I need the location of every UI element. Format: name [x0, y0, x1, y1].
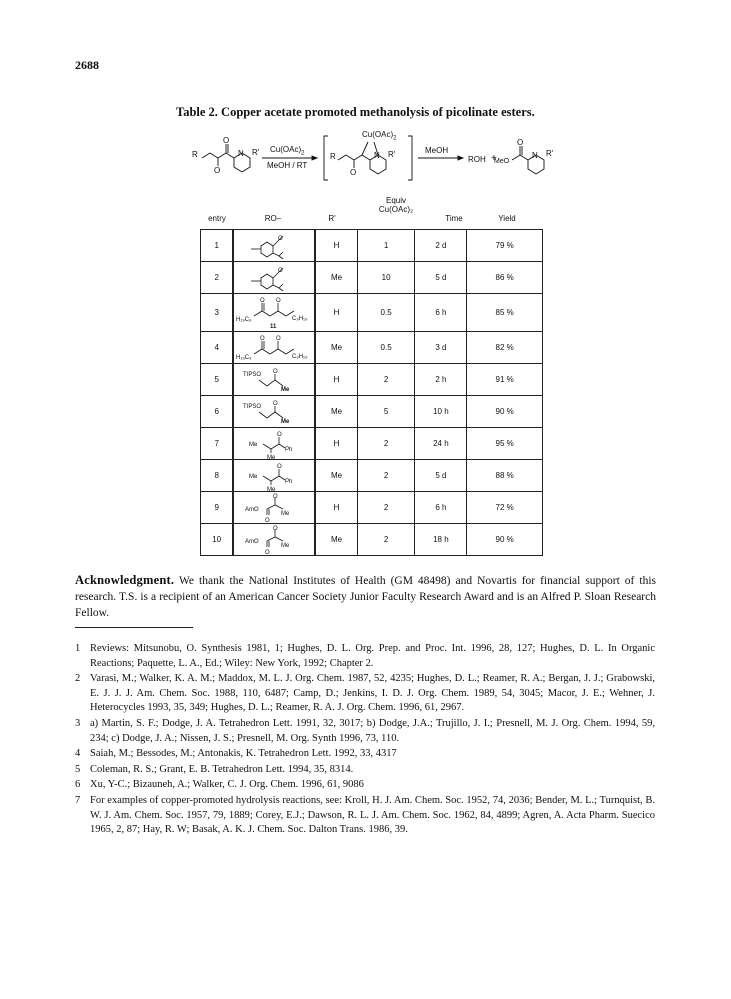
reference-number: 5: [75, 763, 81, 775]
cell-entry: 2: [201, 262, 234, 294]
cell-r-prime: Me: [315, 524, 357, 556]
reference-item: [75, 672, 655, 716]
cell-structure: [233, 294, 315, 332]
cell-structure: [233, 492, 315, 524]
menthyl-structure: [239, 232, 309, 260]
lactate-structure: [239, 493, 309, 523]
table-row: [201, 428, 543, 460]
ph-label: Ph: [285, 446, 293, 453]
cell-structure: [233, 230, 315, 262]
carbonyl-o-label: O: [265, 517, 271, 523]
tipso-structure: [239, 398, 309, 426]
acknowledgment-text: We thank the National Institutes of Health (GM 48498) and Novartis for financial support of this research. T.S. is a recipient of an American Cancer Society Junior Faculty Research Award and is an Alfred P. Sloan Research Fellow.: [75, 575, 656, 619]
reference-number: 3: [75, 717, 81, 729]
h19c9-label: H₁₉C₉: [236, 316, 252, 323]
cell-equiv: 10: [357, 262, 415, 294]
cell-yield: 72 %: [467, 492, 543, 524]
complex-r-prime: R': [388, 150, 396, 159]
cell-equiv: 2: [357, 524, 415, 556]
cell-yield: 90 %: [467, 396, 543, 428]
cell-yield: 95 %: [467, 428, 543, 460]
header-yield: Yield: [498, 214, 516, 223]
scheme-n-label: N: [238, 149, 244, 158]
results-table: [200, 229, 543, 556]
me-label: Me: [281, 510, 290, 517]
cell-yield: 79 %: [467, 230, 543, 262]
me-label: Me: [281, 386, 290, 393]
cell-equiv: 1: [357, 230, 415, 262]
header-equiv: Equiv Cu(OAc)₂: [378, 196, 414, 214]
cell-structure: [233, 460, 315, 492]
cell-r-prime: H: [315, 428, 357, 460]
cell-entry: 6: [201, 396, 234, 428]
reference-item: [75, 794, 655, 838]
cell-yield: 90 %: [467, 524, 543, 556]
ketone-o-label: O: [260, 297, 266, 304]
cell-r-prime: Me: [315, 262, 357, 294]
cell-time: 3 d: [415, 332, 467, 364]
reference-number: 2: [75, 673, 81, 685]
table-row: [201, 364, 543, 396]
reference-number: 1: [75, 643, 81, 654]
c9h19-label: C₉H₁₉: [292, 353, 308, 360]
cell-time: 5 d: [415, 460, 467, 492]
ph-label: Ph: [285, 478, 293, 485]
reference-text: Reviews: Mitsunobu, O. Synthesis 1981, 1; Hughes, D. L. Org. Prep. and Proc. Int. 1996, 28, 127; Hughes, D. L. In Organic Reactions; Paquette, L. A., Ed.; Wiley: New York, 1992; Chapter 2.: [90, 643, 655, 669]
h19c9-label: H₁₉C₉: [236, 354, 252, 361]
product-roh: ROH: [468, 155, 486, 164]
scheme-r-label: R: [192, 150, 198, 159]
scheme-o-label: O: [214, 166, 221, 175]
me-label: Me: [249, 473, 258, 480]
plus-sign: +: [491, 153, 497, 164]
tipso-label: TIPSO: [243, 371, 262, 378]
reagent-2: MeOH: [425, 146, 449, 155]
cell-entry: 4: [201, 332, 234, 364]
cell-equiv: 2: [357, 364, 415, 396]
cell-entry: 10: [201, 524, 234, 556]
cell-structure: [233, 364, 315, 396]
complex-o-label: O: [350, 168, 357, 177]
product-carbonyl-o: O: [517, 138, 524, 147]
cell-time: 6 h: [415, 294, 467, 332]
ether-o-label: O: [276, 335, 282, 342]
scheme-carbonyl-o: O: [223, 136, 230, 145]
acknowledgment-paragraph: [75, 572, 656, 621]
cell-yield: 86 %: [467, 262, 543, 294]
cell-equiv: 2: [357, 428, 415, 460]
cell-entry: 1: [201, 230, 234, 262]
complex-label: $Cu(OAc)_2$: [362, 130, 397, 142]
complex-r-label: R: [330, 152, 336, 161]
table-title: Table 2. Copper acetate promoted methanolysis of picolinate esters.: [176, 105, 535, 119]
reagent-1-bottom: MeOH / RT: [267, 161, 308, 170]
cell-r-prime: Me: [315, 332, 357, 364]
cell-structure: [233, 396, 315, 428]
carbonyl-o-label: O: [265, 549, 271, 555]
cell-equiv: 2: [357, 460, 415, 492]
reference-text: Xu, Y-C.; Bizauneh, A.; Walker, C. J. Org. Chem. 1996, 61, 9086: [90, 779, 364, 791]
cell-r-prime: H: [315, 294, 357, 332]
cell-time: 24 h: [415, 428, 467, 460]
complex-n-label: N: [374, 151, 380, 160]
cell-yield: 91 %: [467, 364, 543, 396]
header-entry: entry: [208, 214, 226, 223]
me-bottom-label: Me: [267, 486, 276, 491]
reference-text: Saiah, M.; Bessodes, M.; Antonakis, K. Tetrahedron Lett. 1992, 33, 4317: [90, 748, 397, 760]
cell-entry: 3: [201, 294, 234, 332]
footnote-rule: [75, 627, 193, 628]
cell-time: 2 d: [415, 230, 467, 262]
cell-yield: 82 %: [467, 332, 543, 364]
references-list: [75, 642, 655, 839]
acknowledgment-label: Acknowledgment.: [75, 573, 175, 587]
reference-item: [75, 778, 655, 793]
ether-o-label: O: [273, 525, 279, 532]
c9h19-label: C₉H₁₉: [292, 315, 308, 322]
reference-text: Varasi, M.; Walker, K. A. M.; Maddox, M. L. J. Org. Chem. 1987, 52, 4235; Hughes, D. L.; Reamer, R. A.; Bergan, J. J.; Grabowski, E. J. J. J. Am. Chem. Soc. 1988, 110, 6487; Camp, D.; Jenkins, I. D. J. Org. Chem. 1989, 54, 3045; Macor, J. E.; Wehner, J. Heterocycles 1993, 35, 349; Hughes, D. L.; Reamer, R. A. J. Org. Chem. 1996, 61, 2967.: [90, 673, 655, 714]
cell-entry: 8: [201, 460, 234, 492]
lactate-structure: [239, 525, 309, 555]
ether-o-label: O: [277, 431, 283, 438]
menthyl-o-label: O: [278, 267, 284, 274]
ether-o-label: O: [276, 297, 282, 304]
menthyl-o-label: O: [278, 235, 284, 242]
reference-text: For examples of copper-promoted hydrolysis reactions, see: Kroll, H. J. Am. Chem. Soc. 1952, 74, 2036; Bender, M. L.; Turnquist, B. W. J. Am. Chem. Soc. 1957, 79, 1889; Corey, E.J.; Dawson, R. L. J. Am. Chem. Soc. 1962, 84, 4899; Agren, A. Acta Pharm. Suecico 1965, 2, 87; Hay, R. W; Basak, A. K. J. Chem. Soc. Dalton Trans. 1986, 39.: [90, 794, 655, 836]
me-label: Me: [281, 418, 290, 425]
phenylpropyl-structure: [239, 429, 309, 459]
cell-r-prime: Me: [315, 460, 357, 492]
ketone-o-label: O: [260, 335, 266, 342]
tipso-structure: [239, 366, 309, 394]
cell-r-prime: Me: [315, 396, 357, 428]
cell-structure: [233, 262, 315, 294]
reference-item: [75, 717, 655, 746]
me-label: Me: [249, 441, 258, 448]
table-row: [201, 460, 543, 492]
reagent-1-top: $Cu(OAc)_2$: [270, 145, 305, 157]
table-row: [201, 262, 543, 294]
reference-item: [75, 747, 655, 762]
cell-time: 2 h: [415, 364, 467, 396]
cell-entry: 7: [201, 428, 234, 460]
compound-number: 11: [270, 323, 277, 330]
header-r-prime: R': [328, 214, 336, 223]
header-ro: RO–: [264, 214, 282, 223]
product-r-prime: R': [546, 149, 554, 158]
product-meo: MeO: [494, 158, 510, 165]
cell-r-prime: H: [315, 364, 357, 396]
reference-number: 4: [75, 748, 81, 760]
cell-yield: 85 %: [467, 294, 543, 332]
me-bottom-label: Me: [267, 454, 276, 459]
reference-item: [75, 642, 655, 671]
cell-equiv: 0.5: [357, 294, 415, 332]
cell-time: 5 d: [415, 262, 467, 294]
table-row: [201, 230, 543, 262]
reference-number: 6: [75, 779, 81, 791]
header-time: Time: [445, 214, 463, 223]
cell-time: 10 h: [415, 396, 467, 428]
cell-r-prime: H: [315, 230, 357, 262]
cell-equiv: 5: [357, 396, 415, 428]
reaction-scheme: [190, 128, 570, 188]
amo-label: AmO: [245, 538, 260, 545]
cell-time: 6 h: [415, 492, 467, 524]
table-row: [201, 294, 543, 332]
cell-structure: [233, 524, 315, 556]
table-row: [201, 396, 543, 428]
ether-o-label: O: [273, 493, 279, 500]
cell-structure: [233, 428, 315, 460]
reference-number: 7: [75, 794, 81, 806]
cell-equiv: 2: [357, 492, 415, 524]
cell-structure: [233, 332, 315, 364]
product-n-label: N: [532, 151, 538, 160]
cell-r-prime: H: [315, 492, 357, 524]
page-number: 2688: [75, 58, 99, 72]
tipso-label: TIPSO: [243, 403, 262, 410]
cell-equiv: 0.5: [357, 332, 415, 364]
reference-item: [75, 763, 655, 778]
reference-text: Coleman, R. S.; Grant, E. B. Tetrahedron Lett. 1994, 35, 8314.: [90, 763, 354, 775]
ether-o-label: O: [277, 463, 283, 470]
cell-entry: 9: [201, 492, 234, 524]
table-row: [201, 492, 543, 524]
cell-entry: 5: [201, 364, 234, 396]
reference-text: a) Martin, S. F.; Dodge, J. A. Tetrahedron Lett. 1991, 32, 3017; b) Dodge, J.A.; Trujillo, J. I.; Presnell, M. J. Org. Chem. 1994, 59, 234; c) Dodge, J. A.; Nissen, J. S.; Presnell, M. Org. Synth 1996, 73, 110.: [90, 717, 655, 744]
me-label: Me: [281, 542, 290, 549]
table-row: [201, 524, 543, 556]
menthyl-structure: [239, 264, 309, 292]
amo-label: AmO: [245, 506, 260, 513]
phenylpropyl-structure: [239, 461, 309, 491]
compound-11-structure: [234, 296, 314, 330]
ether-o-label: O: [273, 400, 279, 407]
ether-o-label: O: [273, 368, 279, 375]
scheme-r-prime: R': [252, 148, 260, 157]
cell-time: 18 h: [415, 524, 467, 556]
table-row: [201, 332, 543, 364]
hydroxyketone-structure: [234, 334, 314, 362]
cell-yield: 88 %: [467, 460, 543, 492]
